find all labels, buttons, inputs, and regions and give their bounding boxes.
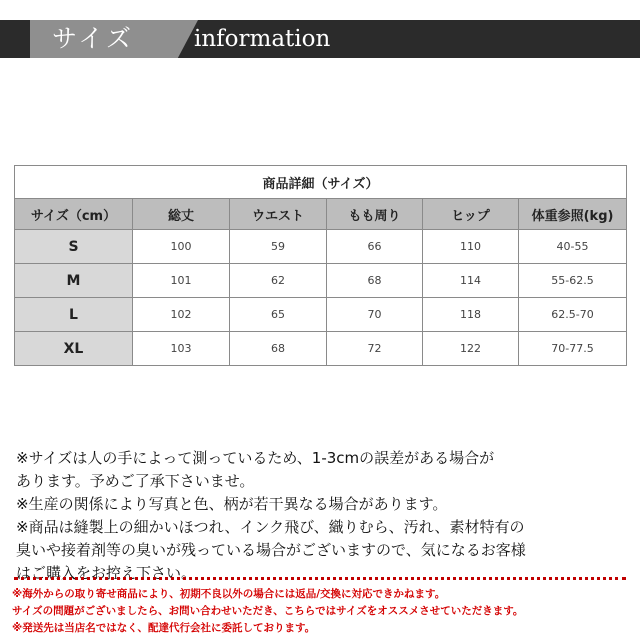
table-cell: 65 [230,298,327,332]
table-cell: 62 [230,264,327,298]
table-cell: 70 [327,298,423,332]
table-cell: 72 [327,332,423,366]
table-cell: 55-62.5 [519,264,627,298]
column-header-thigh: もも周り [327,199,423,230]
column-header-size: サイズ（cm） [15,199,133,230]
table-cell: 68 [230,332,327,366]
size-label: L [15,298,133,332]
size-table [14,165,627,366]
header-tab-label: サイズ [52,24,135,53]
note-line: あります。予めご了承下さいませ。 [16,472,255,490]
note-line: はご購入をお控え下さい。 [16,564,197,582]
size-table-container [14,165,626,366]
warning-line: サイズの問題がございましたら、お問い合わせいただき、こちらではサイズをオススメさせていただきます。 [12,605,524,617]
note-line: ※サイズは人の手によって測っているため、1-3cmの誤差がある場合が [16,449,495,467]
column-header-weight: 体重参照(kg) [519,199,627,230]
table-header-row [15,199,627,230]
size-label: S [15,230,133,264]
note-line: ※商品は縫製上の細かいほつれ、インク飛び、織りむら、汚れ、素材特有の [16,518,525,536]
table-cell: 66 [327,230,423,264]
table-cell: 110 [423,230,519,264]
table-cell: 122 [423,332,519,366]
note-line: 臭いや接着剤等の臭いが残っている場合がございますので、気になるお客様 [16,541,526,559]
table-row [15,264,627,298]
column-header-waist: ウエスト [230,199,327,230]
dotted-divider [14,577,626,580]
table-row [15,230,627,264]
header-title: information [194,26,331,52]
table-cell: 62.5-70 [519,298,627,332]
warning-line: ※発送先は当店名ではなく、配達代行会社に委託しております。 [12,622,316,634]
size-label: M [15,264,133,298]
table-cell: 114 [423,264,519,298]
table-cell: 101 [133,264,230,298]
table-row [15,298,627,332]
table-cell: 118 [423,298,519,332]
note-line: ※生産の関係により写真と色、柄が若干異なる場合があります。 [16,495,448,513]
notes-block [16,447,628,585]
warnings-block [12,586,628,637]
table-caption: 商品詳細（サイズ） [15,166,627,199]
table-cell: 103 [133,332,230,366]
table-cell: 102 [133,298,230,332]
table-cell: 70-77.5 [519,332,627,366]
size-label: XL [15,332,133,366]
warning-line: ※海外からの取り寄せ商品により、初期不良以外の場合には返品/交換に対応できかねます。 [12,588,446,600]
table-cell: 100 [133,230,230,264]
table-cell: 59 [230,230,327,264]
table-row [15,332,627,366]
column-header-length: 総丈 [133,199,230,230]
column-header-hip: ヒップ [423,199,519,230]
table-cell: 40-55 [519,230,627,264]
table-cell: 68 [327,264,423,298]
